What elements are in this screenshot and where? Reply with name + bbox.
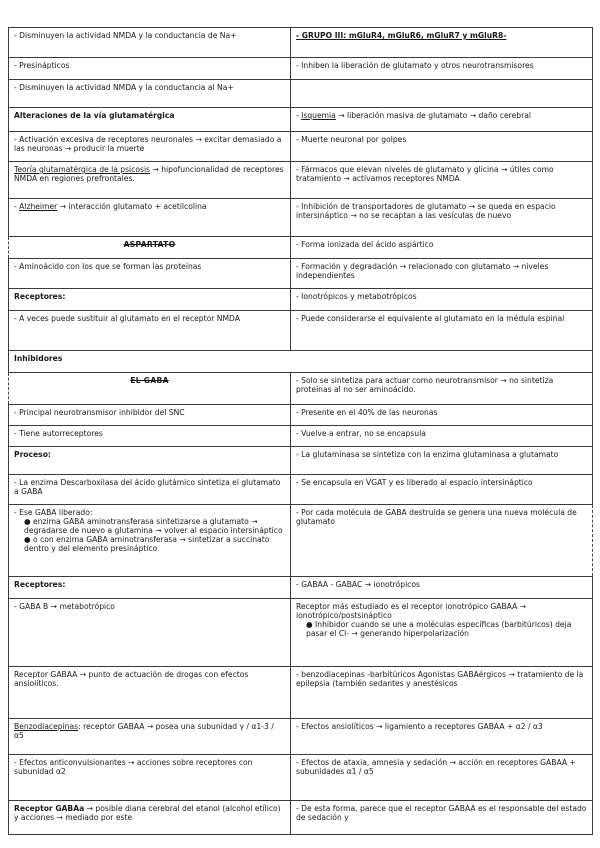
section-alteraciones: Alteraciones de la vía glutamatérgica — [9, 108, 291, 132]
cell-right: - La glutaminasa se sintetiza con la enzima glutaminasa a glutamato — [291, 447, 593, 475]
alzheimer-term: Alzheimer — [19, 202, 58, 211]
cell-left: Teoría glutamatérgica de la psicosis → hipofuncionalidad de receptores NMDA en regiones prefrontales. — [9, 162, 291, 199]
cell-right: - Presente en el 40% de las neuronas — [291, 405, 593, 426]
cell-left: Receptor GABAA → punto de actuación de drogas con efectos ansiolíticos. — [9, 667, 291, 719]
cell-right: - GABAA - GABAC → ionotrópicos — [291, 577, 593, 599]
section-receptores: Receptores: — [9, 289, 291, 311]
cell-right: - Isquemia → liberación masiva de glutamato → daño cerebral — [291, 108, 593, 132]
cell-right: - Fármacos que elevan niveles de glutamato y glicina → útiles como tratamiento → activamos receptores NMDA — [291, 162, 593, 199]
cell-left: - Principal neurotransmisor inhibidor del SNC — [9, 405, 291, 426]
cell-right: - Vuelve a entrar, no se encapsula — [291, 426, 593, 447]
cell-left: - Ese GABA liberado: ● enzima GABA aminotransferasa sintetizarse a glutamato → degradarse de nuevo a glutamina → volver al espacio intersináptico ● o con enzima GABA aminotransferasa → sintetizar a succinato dentro y del elemento presináptico — [9, 505, 291, 577]
section-inhibidores: Inhibidores — [9, 351, 593, 373]
gaba-banner: EL GABA — [9, 373, 291, 405]
receptor-gabaa-term: Receptor GABAa — [14, 804, 85, 813]
benzodiacepinas-term: Benzodiacepinas — [14, 722, 79, 731]
section-proceso: Proceso: — [9, 447, 291, 475]
cell-right — [291, 28, 593, 58]
isquemia-term: Isquemia — [301, 111, 336, 120]
cell-left: - GABA B → metabotrópico — [9, 599, 291, 667]
section-receptores-gaba: Receptores: — [9, 577, 291, 599]
teoria-term: Teoría glutamatérgica de la psicosis — [14, 165, 151, 174]
list-item: ● Inhibidor cuando se une a moléculas específicas (barbitúricos) deja pasar el Cl- → generando hiperpolarización — [306, 620, 572, 638]
aspartato-banner: ASPARTATO — [9, 237, 291, 259]
cell-right: - Efectos ansiolíticos → ligamiento a receptores GABAA + α2 / α3 — [291, 719, 593, 755]
cell-right: - Por cada molécula de GABA destruida se genera una nueva molécula de glutamato — [291, 505, 593, 577]
cell-left: - Alzheimer → interacción glutamato + acetilcolina — [9, 199, 291, 237]
group-iii-heading: - GRUPO III: mGluR4, mGluR6, mGluR7 y mGluR8- — [296, 31, 507, 40]
cell-right: - De esta forma, parece que el receptor GABAA es el responsable del estado de sedación y — [291, 801, 593, 835]
cell-left: - Presinápticos — [9, 58, 291, 80]
cell-right: - Forma ionizada del ácido aspártico — [291, 237, 593, 259]
cell-left: Receptor GABAa → posible diana cerebral del etanol (alcohol etílico) y acciones → mediado por este — [9, 801, 291, 835]
cell-right: - Muerte neuronal por golpes — [291, 132, 593, 162]
cell-right: - Ionotrópicos y metabotrópicos — [291, 289, 593, 311]
cell-left: - La enzima Descarboxilasa del ácido glutámico sintetiza el glutamato a GABA — [9, 475, 291, 505]
cell-left: - Efectos anticonvulsionantes → acciones sobre receptores con subunidad α2 — [9, 755, 291, 801]
cell-right: - Solo se sintetiza para actuar como neurotransmisor → no sintetiza proteínas al no ser aminoácido. — [291, 373, 593, 405]
cell-left: Benzodiacepinas: receptor GABAA → posea una subunidad γ / α1-3 / α5 — [9, 719, 291, 755]
cell-right: - Inhiben la liberación de glutamato y otros neurotransmisores — [291, 58, 593, 80]
cell-right: - Inhibición de transportadores de glutamato → se queda en espacio intersináptico → no se recaptan a las vesículas de nuevo — [291, 199, 593, 237]
cell-left: - Disminuyen la actividad NMDA y la conductancia de Na+ — [9, 28, 291, 58]
cell-right: Receptor más estudiado es el receptor ionotrópico GABAA → ionotrópico/postsináptico ● Inhibidor cuando se une a moléculas específicas (barbitúricos) deja pasar el Cl- → generando hiperpolarización — [291, 599, 593, 667]
list-item: ● o con enzima GABA aminotransferasa → sintetizar a succinato dentro y del elemento presináptico — [24, 535, 270, 553]
cell-left: - Activación excesiva de receptores neuronales → excitar demasiado a las neuronas → producir la muerte — [9, 132, 291, 162]
cell-right: - benzodiacepinas -barbitúricos Agonistas GABAérgicos → tratamiento de la epilepsia (también sedantes y anestésicos — [291, 667, 593, 719]
notes-sheet — [8, 27, 592, 835]
cell-right: - Formación y degradación → relacionado con glutamato → niveles independientes — [291, 259, 593, 289]
cell-left: - Disminuyen la actividad NMDA y la conductancia al Na+ — [9, 80, 291, 108]
notes-table — [8, 27, 593, 835]
cell-right — [291, 80, 593, 108]
cell-left: - Tiene autorreceptores — [9, 426, 291, 447]
cell-left: - A veces puede sustituir al glutamato en el receptor NMDA — [9, 311, 291, 351]
cell-left: - Aminoácido con los que se forman las proteínas — [9, 259, 291, 289]
cell-right: - Puede considerarse el equivalente al glutamato en la médula espinal — [291, 311, 593, 351]
list-item: ● enzima GABA aminotransferasa sintetizarse a glutamato → degradarse de nuevo a glutamina → volver al espacio intersináptico — [24, 517, 283, 535]
cell-right: - Efectos de ataxia, amnesia y sedación → acción en receptores GABAA + subunidades α1 / α5 — [291, 755, 593, 801]
cell-right: - Se encapsula en VGAT y es liberado al espacio intersináptico — [291, 475, 593, 505]
